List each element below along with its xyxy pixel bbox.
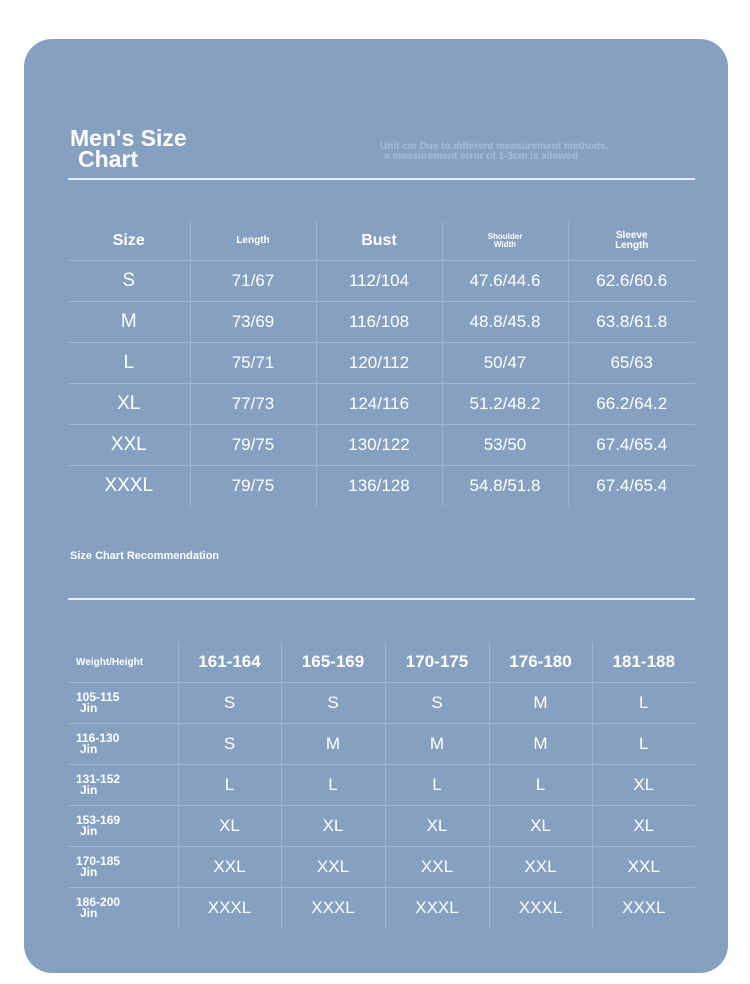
size-cell: XXXL	[489, 888, 592, 929]
weight-unit: Jin	[80, 701, 98, 715]
header-height: 170-175	[385, 642, 489, 683]
size-cell: S	[178, 724, 281, 765]
header-length: Length	[190, 222, 316, 261]
size-cell: XL	[385, 806, 489, 847]
table-row	[68, 847, 695, 888]
size-cell: M	[281, 724, 385, 765]
measurement-note	[380, 142, 680, 162]
size-cell: XXXL	[68, 466, 190, 507]
header-height: 181-188	[592, 642, 695, 683]
size-cell: S	[68, 261, 190, 302]
table-row	[68, 466, 695, 507]
shoulder-cell: 47.6/44.6	[442, 261, 568, 302]
size-cell: M	[489, 683, 592, 724]
table-row	[68, 888, 695, 929]
header-height: 176-180	[489, 642, 592, 683]
weight-unit: Jin	[80, 824, 98, 838]
size-cell: XXXL	[281, 888, 385, 929]
shoulder-cell: 48.8/45.8	[442, 302, 568, 343]
size-cell: XXXL	[178, 888, 281, 929]
header-shoulder-1: Shoulder	[487, 232, 523, 241]
weight-range: 131-152	[76, 772, 121, 786]
weight-unit: Jin	[80, 742, 98, 756]
size-cell: S	[385, 683, 489, 724]
header-height: 161-164	[178, 642, 281, 683]
size-cell: L	[489, 765, 592, 806]
size-cell: L	[178, 765, 281, 806]
bust-cell: 112/104	[316, 261, 442, 302]
weight-range: 116-130	[76, 731, 120, 745]
length-cell: 79/75	[190, 466, 316, 507]
header-sleeve-1: Sleeve	[615, 230, 648, 241]
weight-unit: Jin	[80, 906, 98, 920]
weight-range: 186-200	[76, 895, 121, 909]
length-cell: 75/71	[190, 343, 316, 384]
size-cell: S	[178, 683, 281, 724]
weight-cell	[68, 847, 178, 888]
sleeve-cell: 67.4/65.4	[568, 466, 695, 507]
size-cell: L	[592, 724, 695, 765]
bust-cell: 116/108	[316, 302, 442, 343]
size-cell: XL	[489, 806, 592, 847]
size-cell: XXL	[489, 847, 592, 888]
size-table	[68, 222, 695, 506]
length-cell: 79/75	[190, 425, 316, 466]
sleeve-cell: 63.8/61.8	[568, 302, 695, 343]
size-cell: XXL	[281, 847, 385, 888]
recommendation-header	[68, 642, 695, 683]
length-cell: 77/73	[190, 384, 316, 425]
weight-range: 105-115	[76, 690, 120, 704]
size-cell: L	[385, 765, 489, 806]
size-cell: L	[592, 683, 695, 724]
weight-cell	[68, 683, 178, 724]
header-bust: Bust	[316, 222, 442, 261]
size-cell: XXL	[178, 847, 281, 888]
title-line-1: Men's Size	[70, 125, 187, 151]
weight-unit: Jin	[80, 865, 98, 879]
size-cell: XXXL	[592, 888, 695, 929]
header-size: Size	[112, 232, 145, 249]
shoulder-cell: 50/47	[442, 343, 568, 384]
size-cell: XXL	[385, 847, 489, 888]
weight-cell	[68, 806, 178, 847]
header-shoulder-2: Width	[493, 240, 517, 249]
size-table-header	[68, 222, 695, 261]
size-cell: L	[281, 765, 385, 806]
weight-cell	[68, 765, 178, 806]
note-line-1: Unit cm Due to different measurement methods,	[380, 141, 609, 152]
weight-range: 153-169	[76, 813, 121, 827]
bust-cell: 124/116	[316, 384, 442, 425]
size-cell: XL	[592, 765, 695, 806]
note-line-2: a measurement error of 1-3cm is allowed	[384, 151, 578, 162]
header-sleeve-2: Length	[615, 240, 649, 251]
sleeve-cell: 67.4/65.4	[568, 425, 695, 466]
header-shoulder	[442, 222, 568, 261]
sleeve-cell: 65/63	[568, 343, 695, 384]
size-cell: M	[489, 724, 592, 765]
weight-cell	[68, 888, 178, 929]
shoulder-cell: 54.8/51.8	[442, 466, 568, 507]
size-cell: S	[281, 683, 385, 724]
weight-unit: Jin	[80, 783, 98, 797]
length-cell: 71/67	[190, 261, 316, 302]
table-row	[68, 765, 695, 806]
size-cell: M	[68, 302, 190, 343]
size-cell: XL	[592, 806, 695, 847]
size-cell: XXXL	[385, 888, 489, 929]
header-weight-height: Weight/Height	[76, 656, 144, 668]
table-row	[68, 261, 695, 302]
bust-cell: 136/128	[316, 466, 442, 507]
table-row	[68, 343, 695, 384]
size-cell: XL	[281, 806, 385, 847]
table-row	[68, 425, 695, 466]
weight-range: 170-185	[76, 854, 121, 868]
table-row	[68, 724, 695, 765]
table-row	[68, 683, 695, 724]
table-row	[68, 384, 695, 425]
bust-cell: 120/112	[316, 343, 442, 384]
sleeve-cell: 62.6/60.6	[568, 261, 695, 302]
length-cell: 73/69	[190, 302, 316, 343]
header-height: 165-169	[281, 642, 385, 683]
sleeve-cell: 66.2/64.2	[568, 384, 695, 425]
table-row	[68, 806, 695, 847]
recommendation-title: Size Chart Recommendation	[70, 550, 220, 562]
size-cell: XXL	[592, 847, 695, 888]
shoulder-cell: 53/50	[442, 425, 568, 466]
title-line-2: Chart	[78, 146, 139, 172]
size-cell: M	[385, 724, 489, 765]
shoulder-cell: 51.2/48.2	[442, 384, 568, 425]
page-title	[70, 125, 187, 172]
bust-cell: 130/122	[316, 425, 442, 466]
title-divider	[68, 178, 695, 180]
size-cell: XL	[68, 384, 190, 425]
table-row	[68, 302, 695, 343]
size-cell: L	[68, 343, 190, 384]
size-cell: XXL	[68, 425, 190, 466]
weight-cell	[68, 724, 178, 765]
header-sleeve	[568, 222, 695, 261]
size-cell: XL	[178, 806, 281, 847]
recommendation-table	[68, 642, 695, 928]
recommendation-divider	[68, 598, 695, 600]
